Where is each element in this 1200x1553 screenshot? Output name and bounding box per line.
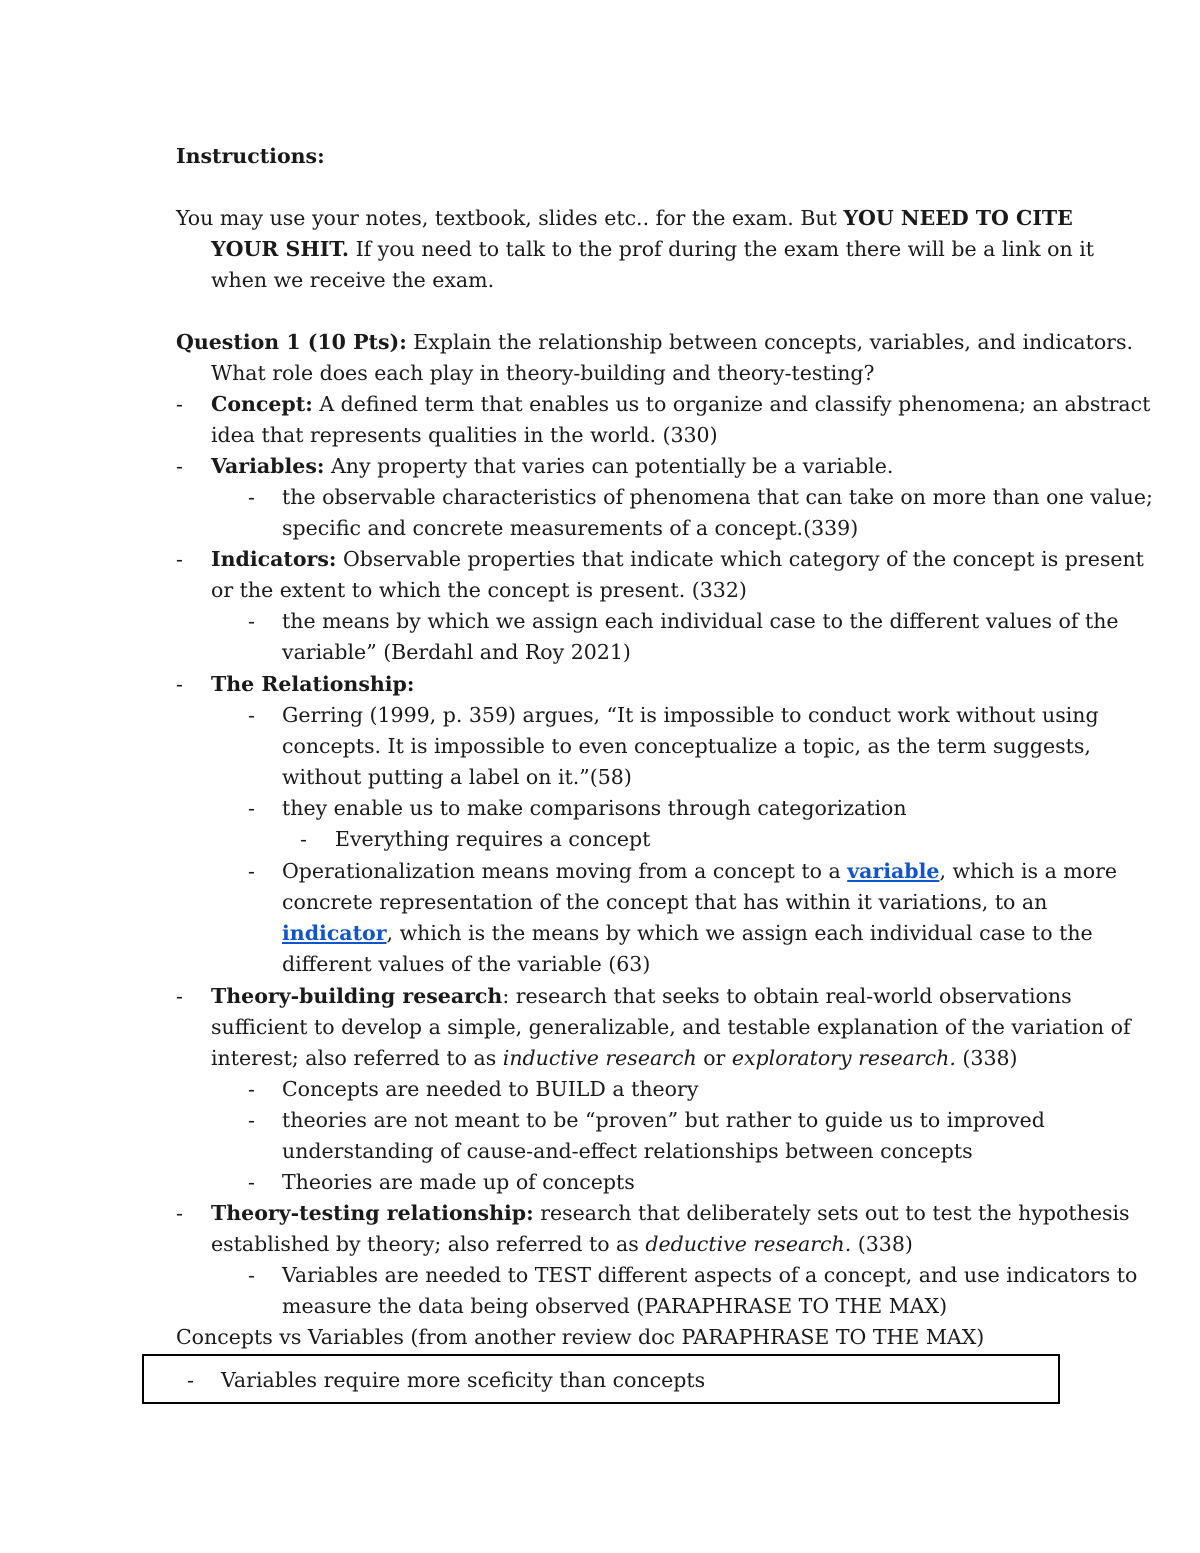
sub-bullet-dash: - — [248, 703, 255, 727]
instructions-paragraph-line-1: You may use your notes, textbook, slides etc.. for the exam. But YOU NEED TO CITE — [176, 206, 1073, 230]
bullet-dash: - — [176, 1201, 183, 1225]
comparison-heading: Concepts vs Variables (from another review doc PARAPHRASE TO THE MAX) — [176, 1325, 985, 1349]
concept-definition-line-1: Concept: A defined term that enables us to organize and classify phenomena; an abstract — [211, 392, 1151, 416]
operationalization-line-3: indicator, which is the means by which we assign each individual case to the — [282, 921, 1093, 945]
operationalization-line-1: Operationalization means moving from a concept to a variable, which is a more — [282, 859, 1118, 883]
variables-definition: Variables: Any property that varies can potentially be a variable. — [211, 454, 894, 478]
theory-building-line-1: Theory-building research: research that seeks to obtain real-world observations — [211, 984, 1072, 1008]
relationship-everything-line: Everything requires a concept — [335, 827, 651, 851]
indicators-sub-line-2: variable” (Berdahl and Roy 2021) — [282, 640, 631, 664]
bullet-dash: - — [176, 672, 183, 696]
variable-link[interactable]: variable — [847, 859, 940, 883]
sub-bullet-dash: - — [248, 1077, 255, 1101]
bullet-dash: - — [176, 984, 183, 1008]
sub-bullet-dash: - — [248, 1108, 255, 1132]
relationship-quote-line-3: without putting a label on it.”(58) — [282, 765, 632, 789]
sub-sub-bullet-dash: - — [300, 827, 307, 851]
indicators-definition-line-2: or the extent to which the concept is present. (332) — [211, 578, 747, 602]
indicators-sub-line-1: the means by which we assign each individual case to the different values of the — [282, 609, 1119, 633]
instructions-paragraph-line-3: when we receive the exam. — [211, 268, 495, 292]
theory-building-sub-2-line-1: theories are not meant to be “proven” but rather to guide us to improved — [282, 1108, 1045, 1132]
comparison-table-row: Variables require more sceficity than concepts — [221, 1368, 706, 1392]
theory-building-sub-3: Theories are made up of concepts — [282, 1170, 635, 1194]
sub-bullet-dash: - — [248, 1170, 255, 1194]
sub-bullet-dash: - — [248, 485, 255, 509]
indicators-definition-line-1: Indicators: Observable properties that indicate which category of the concept is present — [211, 547, 1144, 571]
bullet-dash: - — [176, 392, 183, 416]
question-1-line-2: What role does each play in theory-building and theory-testing? — [211, 361, 875, 385]
variables-sub-line-2: specific and concrete measurements of a concept.(339) — [282, 516, 859, 540]
instructions-paragraph-line-2: YOUR SHIT. If you need to talk to the prof during the exam there will be a link on it — [211, 237, 1094, 261]
sub-bullet-dash: - — [248, 859, 255, 883]
variables-sub-line-1: the observable characteristics of phenomena that can take on more than one value; — [282, 485, 1153, 509]
question-1-line-1: Question 1 (10 Pts): Explain the relationship between concepts, variables, and indicators. — [176, 330, 1133, 354]
relationship-quote-line-2: concepts. It is impossible to even conceptualize a topic, as the term suggests, — [282, 734, 1091, 758]
relationship-comparison-line: they enable us to make comparisons through categorization — [282, 796, 907, 820]
theory-building-line-2: sufficient to develop a simple, generalizable, and testable explanation of the variation of — [211, 1015, 1131, 1039]
bullet-dash: - — [176, 454, 183, 478]
theory-building-sub-2-line-2: understanding of cause-and-effect relationships between concepts — [282, 1139, 973, 1163]
instructions-heading: Instructions: — [176, 144, 325, 168]
sub-bullet-dash: - — [248, 1263, 255, 1287]
theory-testing-line-1: Theory-testing relationship: research that deliberately sets out to test the hypothesis — [211, 1201, 1130, 1225]
indicator-link[interactable]: indicator — [282, 921, 387, 945]
theory-testing-sub-line-2: measure the data being observed (PARAPHRASE TO THE MAX) — [282, 1294, 948, 1318]
theory-testing-line-2: established by theory; also referred to as deductive research. (338) — [211, 1232, 913, 1256]
relationship-heading: The Relationship: — [211, 672, 415, 696]
operationalization-line-2: concrete representation of the concept that has within it variations, to an — [282, 890, 1048, 914]
concept-definition-line-2: idea that represents qualities in the world. (330) — [211, 423, 718, 447]
theory-testing-sub-line-1: Variables are needed to TEST different aspects of a concept, and use indicators to — [282, 1263, 1138, 1287]
operationalization-line-4: different values of the variable (63) — [282, 952, 651, 976]
sub-bullet-dash: - — [248, 796, 255, 820]
theory-building-line-3: interest; also referred to as inductive research or exploratory research. (338) — [211, 1046, 1018, 1070]
sub-bullet-dash: - — [248, 609, 255, 633]
theory-building-sub-1: Concepts are needed to BUILD a theory — [282, 1077, 699, 1101]
table-bullet-dash: - — [187, 1368, 194, 1392]
relationship-quote-line-1: Gerring (1999, p. 359) argues, “It is impossible to conduct work without using — [282, 703, 1099, 727]
bullet-dash: - — [176, 547, 183, 571]
